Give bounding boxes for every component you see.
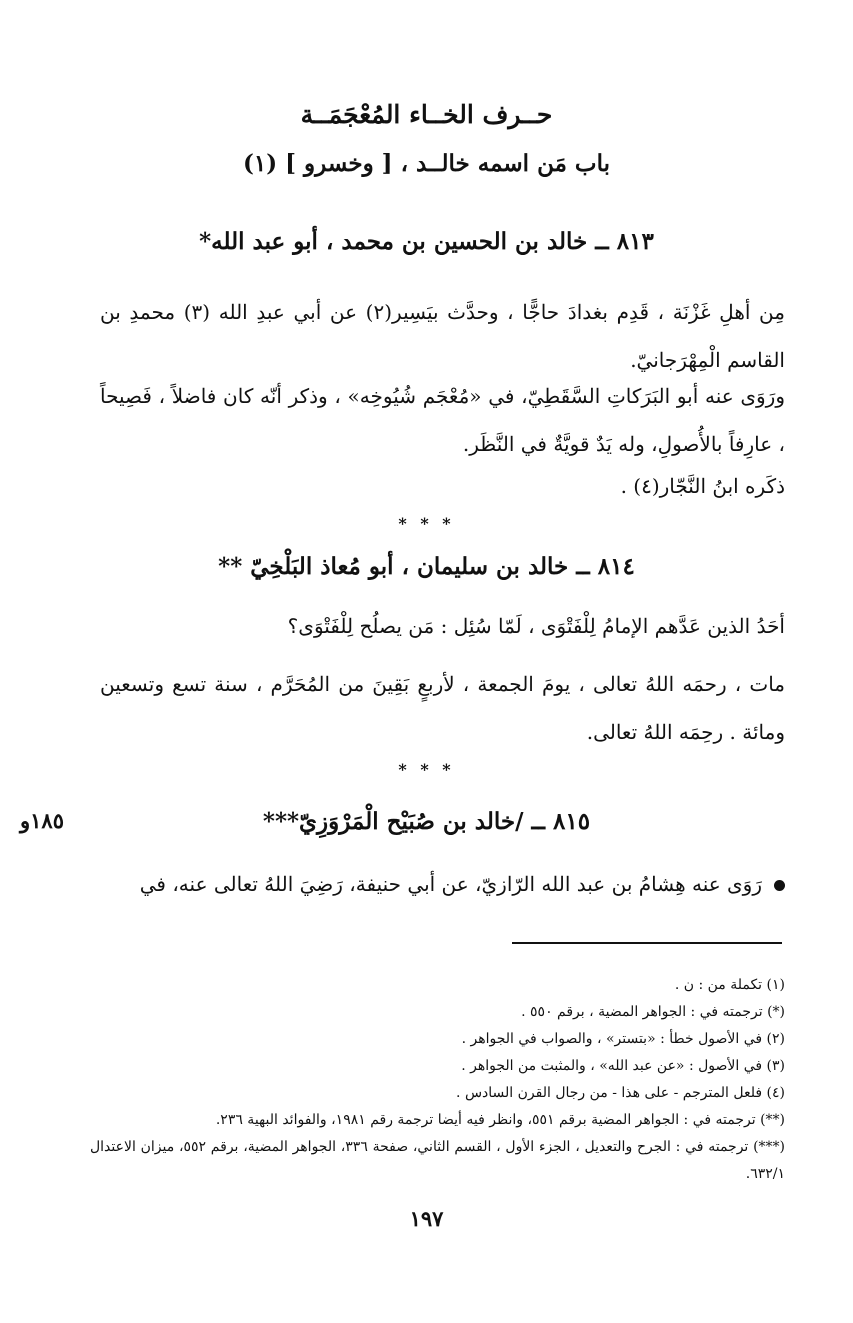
entry-814-paragraph-2: مات ، رحمَه اللهُ تعالى ، يومَ الجمعة ، لأربعٍ بَقِينَ من المُحَرَّم ، سنة تسع وتسعين ومائة . رحِمَه اللهُ تعالى. (100, 672, 785, 744)
footnotes (90, 972, 785, 1188)
separator-stars-1: * * * (398, 514, 455, 533)
chapter-title: حــرف الخــاء المُعْجَمَــة (300, 100, 553, 129)
footnote: (٣) في الأصول : «عن عبد الله» ، والمثبت من الجواهر . (461, 1058, 785, 1074)
footnote: (١) تكملة من : ن . (674, 977, 785, 993)
page-number: ١٩٧ (409, 1206, 444, 1231)
footnote: (*) ترجمته في : الجواهر المضية ، برقم ٥٥٠ . (521, 1004, 785, 1020)
footnote: (٢) في الأصول خطأ : «بتستر» ، والصواب في الجواهر . (461, 1031, 785, 1047)
entry-815-paragraph-1 (100, 860, 785, 908)
entry-heading-813: ٨١٣ ــ خالد بن الحسين بن محمد ، أبو عبد الله* (199, 228, 654, 255)
entry-813-paragraph-3: ذكَره ابنُ النَّجّار(٤) . (620, 474, 785, 498)
entry-813-paragraph-1: مِن أهلِ غَزْنَة ، قَدِم بغدادَ حاجًّا ، وحدَّث بيَسِير(٢) عن أبي عبدِ الله (٣) محمدِ بن القاسم الْمِهْرَجانيّ. (100, 300, 785, 372)
footnote: (٤) فلعل المترجم - على هذا - من رجال القرن السادس . (456, 1085, 785, 1101)
footnote: (***) ترجمته في : الجرح والتعديل ، الجزء الأول ، القسم الثاني، صفحة ٣٣٦، الجواهر المضية، برقم ٥٥٢، ميزان الاعتدال ٦٣٢/١. (90, 1139, 786, 1182)
section-subtitle: باب مَن اسمه خالــد ، [ وخسرو ] (١) (243, 150, 610, 177)
entry-813-paragraph-2: ورَوَى عنه أبو البَرَكاتِ السَّقَطِيّ، في «مُعْجَم شُيُوخِه» ، وذكر أنّه كان فاضلاً ، فَصِيحاً ، عارِفاً بالأُصولِ، وله يَدٌ قويَّةٌ في النَّظَر. (100, 384, 785, 456)
entry-815-text: رَوَى عنه هِشامُ بن عبد الله الرّازيّ، عن أبي حنيفة، رَضِيَ اللهُ تعالى عنه، في (139, 872, 762, 896)
bullet-icon (774, 880, 785, 891)
entry-814-paragraph-1: أحَدُ الذين عَدَّهم الإمامُ لِلْفَتْوَى ، لَمّا سُئِل : مَن يصلُح لِلْفَتْوَى؟ (287, 614, 785, 638)
folio-margin-note: ١٨٥و (20, 808, 64, 833)
footnote: (**) ترجمته في : الجواهر المضية برقم ٥٥١، وانظر فيه أيضا ترجمة رقم ١٩٨١، والفوائد البهية ٢٣٦. (215, 1112, 785, 1128)
entry-heading-814: ٨١٤ ــ خالد بن سليمان ، أبو مُعاذ البَلْخِيّ ** (218, 553, 635, 580)
entry-heading-815: ٨١٥ ــ /خالد بن صُبَيْح الْمَرْوَزِيّ*** (262, 808, 591, 835)
footnote-divider (512, 942, 782, 944)
separator-stars-2: * * * (398, 760, 455, 779)
